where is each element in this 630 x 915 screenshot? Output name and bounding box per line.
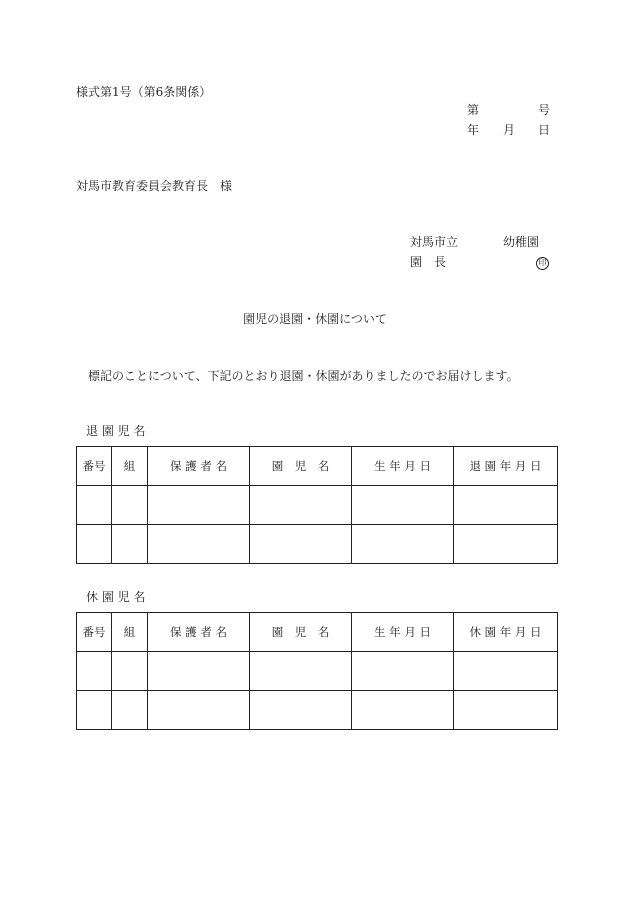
form-number: 様式第1号（第6条関係） bbox=[76, 85, 212, 99]
table-row bbox=[77, 525, 558, 564]
date-month: 月 bbox=[503, 123, 516, 137]
leave-header-row bbox=[77, 613, 558, 652]
cell-birthdate[interactable] bbox=[352, 525, 454, 564]
cell-birthdate[interactable] bbox=[352, 652, 454, 691]
body-text: 標記のことについて、下記のとおり退園・休園がありましたのでお届けします。 bbox=[88, 369, 519, 383]
cell-guardian[interactable] bbox=[148, 486, 250, 525]
col-header-leave-date: 休 園 年 月 日 bbox=[454, 613, 558, 652]
col-header-withdrawal-date: 退 園 年 月 日 bbox=[454, 447, 558, 486]
cell-child[interactable] bbox=[250, 486, 352, 525]
cell-child[interactable] bbox=[250, 691, 352, 730]
col-header-class: 組 bbox=[112, 613, 148, 652]
city-label: 対馬市立 bbox=[410, 235, 459, 249]
col-header-child: 園 児 名 bbox=[250, 447, 352, 486]
cell-guardian[interactable] bbox=[148, 652, 250, 691]
doc-number-dai: 第 bbox=[467, 103, 480, 117]
col-header-number: 番号 bbox=[77, 447, 112, 486]
col-header-guardian: 保 護 者 名 bbox=[148, 447, 250, 486]
cell-number[interactable] bbox=[77, 525, 112, 564]
cell-child[interactable] bbox=[250, 525, 352, 564]
withdrawal-table bbox=[76, 446, 558, 564]
cell-withdrawal-date[interactable] bbox=[454, 486, 558, 525]
table-row bbox=[77, 652, 558, 691]
withdrawal-heading: 退 園 児 名 bbox=[86, 424, 146, 438]
date-day: 日 bbox=[538, 123, 551, 137]
cell-birthdate[interactable] bbox=[352, 691, 454, 730]
cell-number[interactable] bbox=[77, 652, 112, 691]
cell-number[interactable] bbox=[77, 486, 112, 525]
withdrawal-header-row bbox=[77, 447, 558, 486]
cell-birthdate[interactable] bbox=[352, 486, 454, 525]
cell-guardian[interactable] bbox=[148, 691, 250, 730]
leave-heading: 休 園 児 名 bbox=[86, 590, 146, 604]
cell-class[interactable] bbox=[112, 486, 148, 525]
kindergarten-label: 幼稚園 bbox=[503, 235, 540, 249]
doc-number-go: 号 bbox=[538, 103, 551, 117]
seal-stamp bbox=[536, 255, 549, 270]
col-header-number: 番号 bbox=[77, 613, 112, 652]
col-header-birthdate: 生 年 月 日 bbox=[352, 613, 454, 652]
cell-leave-date[interactable] bbox=[454, 691, 558, 730]
cell-class[interactable] bbox=[112, 652, 148, 691]
leave-table bbox=[76, 612, 558, 730]
table-row bbox=[77, 486, 558, 525]
table-row bbox=[77, 691, 558, 730]
addressee: 対馬市教育委員会教育長 様 bbox=[76, 179, 233, 193]
document-title: 園児の退園・休園について bbox=[243, 312, 387, 326]
cell-number[interactable] bbox=[77, 691, 112, 730]
col-header-birthdate: 生 年 月 日 bbox=[352, 447, 454, 486]
col-header-child: 園 児 名 bbox=[250, 613, 352, 652]
cell-class[interactable] bbox=[112, 525, 148, 564]
cell-leave-date[interactable] bbox=[454, 652, 558, 691]
col-header-guardian: 保 護 者 名 bbox=[148, 613, 250, 652]
principal-label: 園 長 bbox=[410, 255, 447, 269]
cell-guardian[interactable] bbox=[148, 525, 250, 564]
col-header-class: 組 bbox=[112, 447, 148, 486]
seal-icon: 印 bbox=[536, 257, 549, 270]
cell-child[interactable] bbox=[250, 652, 352, 691]
cell-class[interactable] bbox=[112, 691, 148, 730]
cell-withdrawal-date[interactable] bbox=[454, 525, 558, 564]
date-year: 年 bbox=[467, 123, 480, 137]
